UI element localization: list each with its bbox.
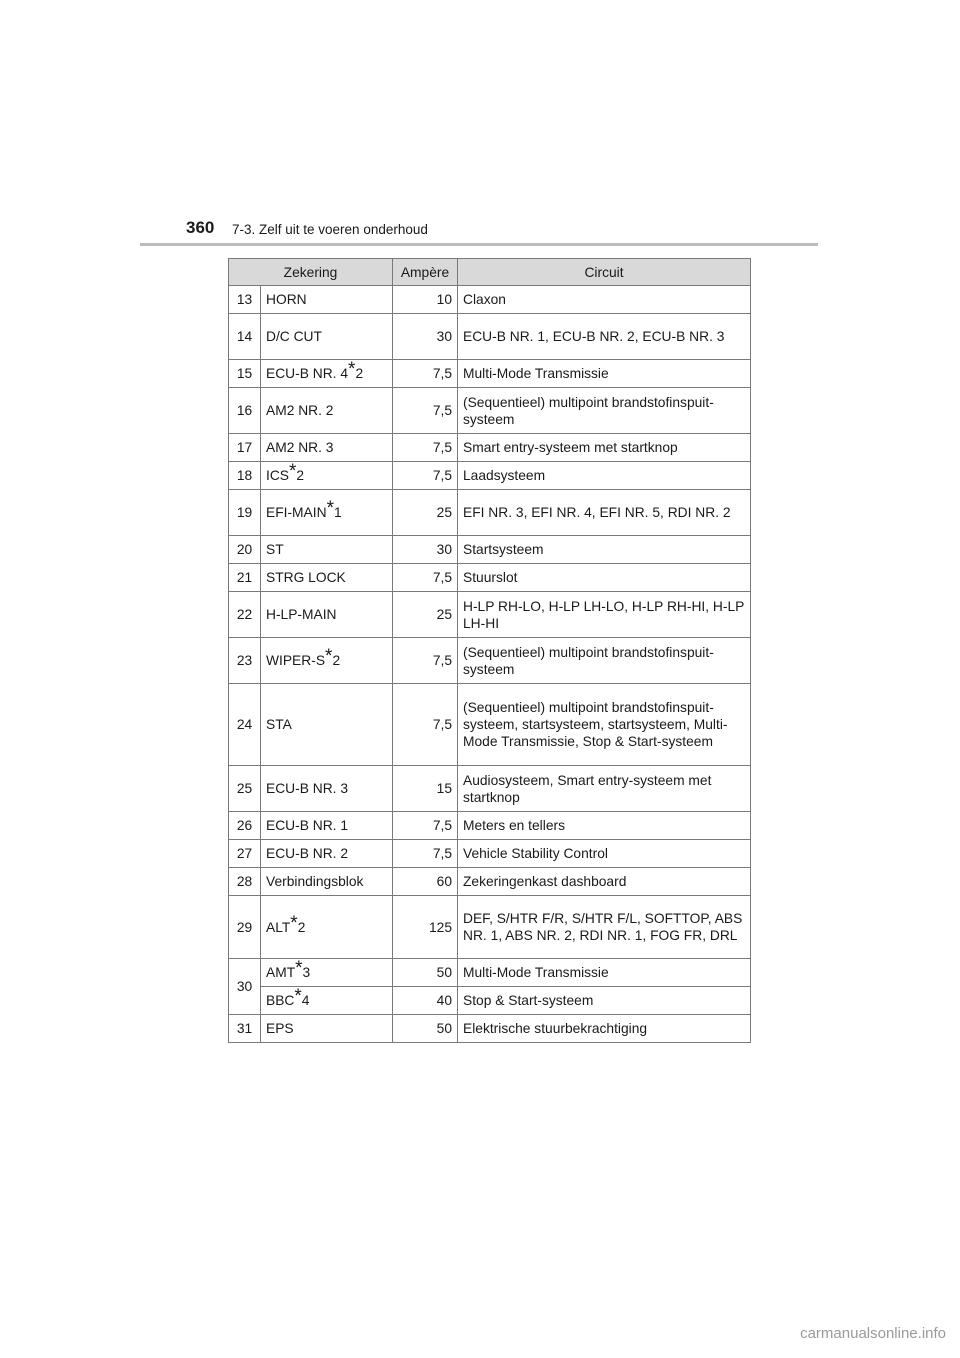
fuse-circuit: Multi-Mode Transmissie: [458, 360, 751, 388]
fuse-circuit: Meters en tellers: [458, 812, 751, 840]
fuse-name: Verbindingsblok: [261, 868, 393, 896]
fuse-number: 24: [229, 684, 261, 766]
table-row: [229, 360, 751, 388]
fuse-ampere: 7,5: [393, 684, 458, 766]
footnote-star-icon: *: [326, 498, 334, 519]
fuse-number: 18: [229, 462, 261, 490]
fuse-name: H-LP-MAIN: [261, 592, 393, 638]
fuse-number: 28: [229, 868, 261, 896]
fuse-name: AMT*3: [261, 959, 393, 987]
fuse-ampere: 30: [393, 536, 458, 564]
fuse-name: ECU-B NR. 2: [261, 840, 393, 868]
fuse-name: ST: [261, 536, 393, 564]
table-row: [229, 812, 751, 840]
fuse-number: 14: [229, 314, 261, 360]
table-row: [229, 462, 751, 490]
fuse-circuit: H-LP RH-LO, H-LP LH-LO, H-LP RH-HI, H-LP LH-HI: [458, 592, 751, 638]
footnote-ref: 3: [302, 965, 311, 980]
table-header-row: [229, 259, 751, 286]
fuse-ampere: 7,5: [393, 812, 458, 840]
fuse-ampere: 7,5: [393, 564, 458, 592]
footnote-ref: 4: [301, 993, 310, 1008]
fuse-ampere: 30: [393, 314, 458, 360]
fuse-name: ECU-B NR. 4*2: [261, 360, 393, 388]
fuse-circuit: Multi-Mode Transmissie: [458, 959, 751, 987]
table-row: [229, 1015, 751, 1043]
table-row: [229, 490, 751, 536]
fuse-name: HORN: [261, 286, 393, 314]
fuse-name: WIPER-S*2: [261, 638, 393, 684]
fuse-name: EFI-MAIN*1: [261, 490, 393, 536]
fuse-name: AM2 NR. 2: [261, 388, 393, 434]
fuse-number: 30: [229, 959, 261, 1015]
fuse-number: 23: [229, 638, 261, 684]
fuse-ampere: 125: [393, 896, 458, 959]
fuse-number: 17: [229, 434, 261, 462]
fuse-ampere: 50: [393, 1015, 458, 1043]
fuse-name: ECU-B NR. 1: [261, 812, 393, 840]
fuse-ampere: 7,5: [393, 388, 458, 434]
section-title: 7-3. Zelf uit te voeren onderhoud: [232, 222, 428, 237]
fuse-circuit: Smart entry-systeem met startknop: [458, 434, 751, 462]
fuse-ampere: 25: [393, 592, 458, 638]
fuse-number: 26: [229, 812, 261, 840]
table-row: [229, 592, 751, 638]
table-row: [229, 286, 751, 314]
column-header-fuse: Zekering: [229, 259, 393, 286]
fuse-number: 16: [229, 388, 261, 434]
fuse-name: ECU-B NR. 3: [261, 766, 393, 812]
fuse-ampere: 15: [393, 766, 458, 812]
table-row: [229, 314, 751, 360]
fuse-number: 31: [229, 1015, 261, 1043]
footnote-ref: 1: [333, 505, 342, 520]
fuse-number: 21: [229, 564, 261, 592]
page-number: 360: [186, 218, 215, 237]
column-header-circuit: Circuit: [458, 259, 751, 286]
fuse-circuit: Audiosysteem, Smart entry-systeem met startknop: [458, 766, 751, 812]
fuse-ampere: 40: [393, 987, 458, 1015]
fuse-name: AM2 NR. 3: [261, 434, 393, 462]
fuse-name: BBC*4: [261, 987, 393, 1015]
fuse-circuit: EFI NR. 3, EFI NR. 4, EFI NR. 5, RDI NR. 2: [458, 490, 751, 536]
table-row: [229, 840, 751, 868]
fuse-circuit: Stuurslot: [458, 564, 751, 592]
fuse-number: 20: [229, 536, 261, 564]
fuse-ampere: 50: [393, 959, 458, 987]
table-row: [229, 896, 751, 959]
fuse-ampere: 7,5: [393, 638, 458, 684]
fuse-circuit: Startsysteem: [458, 536, 751, 564]
fuse-number: 29: [229, 896, 261, 959]
table-row: [229, 536, 751, 564]
fuse-ampere: 7,5: [393, 360, 458, 388]
fuse-circuit: (Sequentieel) multipoint brandstofinspuit-systeem: [458, 388, 751, 434]
footnote-star-icon: *: [294, 986, 302, 1007]
fuse-number: 13: [229, 286, 261, 314]
fuse-number: 25: [229, 766, 261, 812]
watermark: carmanualsonline.info: [800, 1325, 946, 1342]
footnote-star-icon: *: [290, 912, 298, 934]
fuse-name: ALT*2: [261, 896, 393, 959]
fuse-circuit: Laadsysteem: [458, 462, 751, 490]
fuse-circuit: Claxon: [458, 286, 751, 314]
fuse-ampere: 7,5: [393, 462, 458, 490]
fuse-name: EPS: [261, 1015, 393, 1043]
footnote-ref: 2: [297, 919, 306, 935]
fuse-name: ICS*2: [261, 462, 393, 490]
table-row: [229, 434, 751, 462]
fuse-number: 15: [229, 360, 261, 388]
table-row: [229, 684, 751, 766]
table-row: [229, 766, 751, 812]
table-row: [229, 987, 751, 1015]
table-row: [229, 388, 751, 434]
fuse-ampere: 60: [393, 868, 458, 896]
fuse-name: STA: [261, 684, 393, 766]
fuse-circuit: DEF, S/HTR F/R, S/HTR F/L, SOFTTOP, ABS NR. 1, ABS NR. 2, RDI NR. 1, FOG FR, DRL: [458, 896, 751, 959]
table-row: [229, 868, 751, 896]
table-row: [229, 959, 751, 987]
fuse-number: 19: [229, 490, 261, 536]
fuse-ampere: 25: [393, 490, 458, 536]
fuse-table: [228, 258, 751, 1043]
column-header-ampere: Ampère: [393, 259, 458, 286]
fuse-circuit: (Sequentieel) multipoint brandstofinspuit-systeem: [458, 638, 751, 684]
fuse-ampere: 7,5: [393, 840, 458, 868]
footnote-star-icon: *: [348, 359, 356, 380]
fuse-circuit: Vehicle Stability Control: [458, 840, 751, 868]
fuse-ampere: 10: [393, 286, 458, 314]
fuse-ampere: 7,5: [393, 434, 458, 462]
footnote-ref: 2: [332, 653, 341, 668]
fuse-name: STRG LOCK: [261, 564, 393, 592]
fuse-name: D/C CUT: [261, 314, 393, 360]
footnote-ref: 2: [296, 468, 305, 483]
fuse-number: 27: [229, 840, 261, 868]
fuse-circuit: Stop & Start-systeem: [458, 987, 751, 1015]
fuse-circuit: (Sequentieel) multipoint brandstofinspuit-systeem, startsysteem, startsysteem, Multi-Mode Transmissie, Stop & Start-systeem: [458, 684, 751, 766]
footnote-star-icon: *: [295, 958, 303, 979]
fuse-circuit: Elektrische stuurbekrachtiging: [458, 1015, 751, 1043]
header-rule: [140, 243, 818, 246]
footnote-star-icon: *: [289, 461, 297, 482]
fuse-circuit: ECU-B NR. 1, ECU-B NR. 2, ECU-B NR. 3: [458, 314, 751, 360]
table-row: [229, 564, 751, 592]
table-row: [229, 638, 751, 684]
fuse-number: 22: [229, 592, 261, 638]
footnote-star-icon: *: [325, 646, 333, 667]
fuse-circuit: Zekeringenkast dashboard: [458, 868, 751, 896]
footnote-ref: 2: [355, 366, 364, 381]
